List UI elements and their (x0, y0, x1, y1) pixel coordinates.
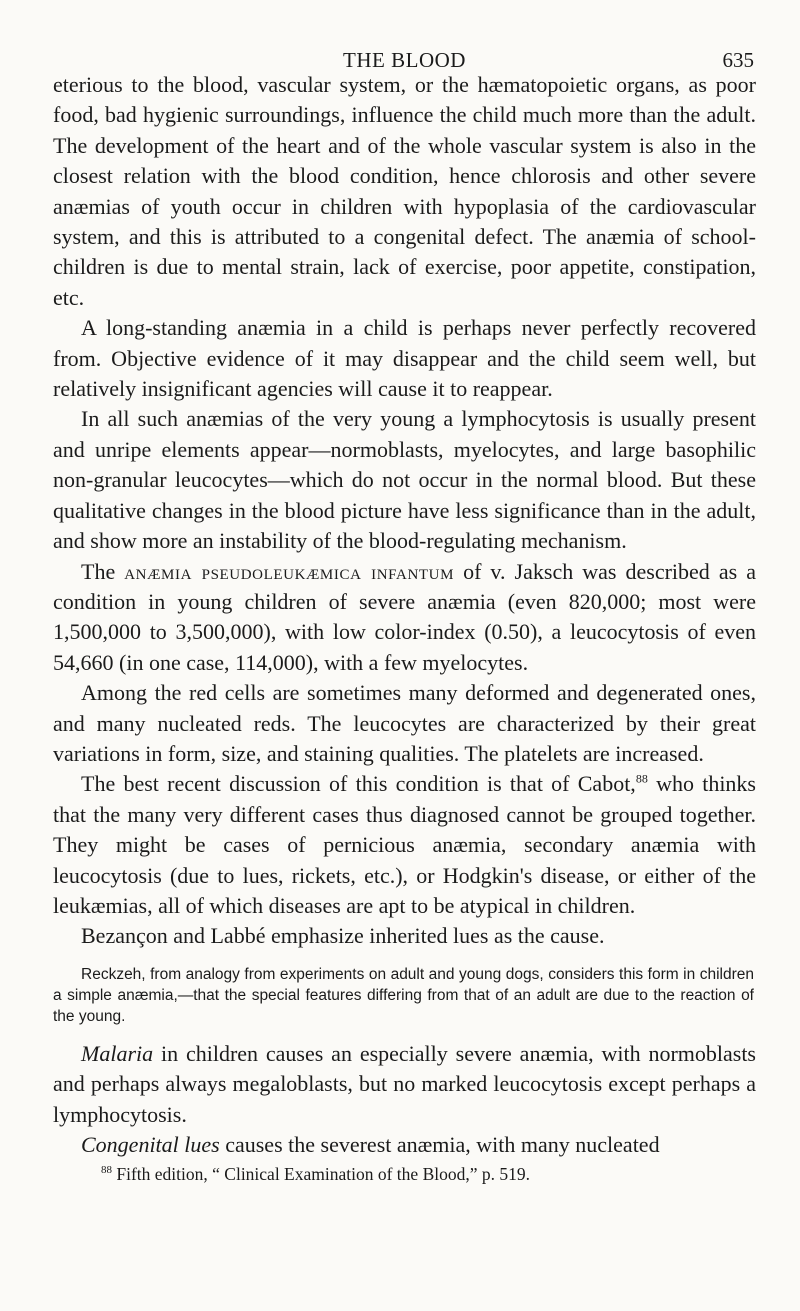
italic-term: Malaria (81, 1040, 154, 1066)
footnote-reference: 88 (635, 772, 648, 787)
paragraph-rest: causes the severest anæmia, with many nucleated (219, 1132, 660, 1157)
paragraph-red-cells: Among the red cells are sometimes many deformed and degenerated ones, and many nucleated reds. The leucocytes are characterized by their great variations in form, size, and staining qualities. The platelets are increased. (53, 680, 756, 766)
page-header (53, 18, 756, 70)
paragraph-malaria (53, 1039, 756, 1130)
small-print-note: Reckzeh, from analogy from experiments on adult and young dogs, considers this form in children a simple anæmia,—that the special features differing from that of an adult are due to the reaction of the young. (53, 965, 754, 1025)
running-head: THE BLOOD (343, 48, 466, 72)
italic-term: Congenital lues (81, 1132, 220, 1157)
paragraph-lead: The (81, 558, 125, 584)
paragraph-bezancon: Bezançon and Labbé emphasize inherited lues as the cause. (81, 923, 605, 949)
paragraph-lymphocytosis: In all such anæmias of the very young a lymphocytosis is usually present and unripe elements appear—normoblasts, myelocytes, and large basophilic non-granular leucocytes—which do not occur in the normal blood. But these qualitative changes in the blood picture have less significance than in the adult, and show more an instability of the blood-regulating mechanism. (53, 406, 756, 554)
paragraph-congenital-lues (53, 1130, 756, 1160)
paragraph-long-standing-anaemia: A long-standing anæmia in a child is perhaps never perfectly recovered from. Objective evidence of it may disappear and the child seem well, but relatively insignificant agencies will cause it to reappear. (53, 315, 756, 402)
paragraph-rest: who thinks that the many very different cases thus diagnosed cannot be grouped together. They might be cases of pernicious anæmia, secondary anæmia with leucocytosis (due to lues, rickets, etc.), or Hodgkin's disease, or either of the leukæmias, all of which diseases are apt to be atypical in children. (53, 771, 756, 918)
paragraph-lead: The best recent discussion of this condition is that of Cabot, (81, 771, 636, 797)
paragraph-cabot (53, 769, 756, 921)
paragraph-continued: eterious to the blood, vascular system, or the hæmatopoietic organs, as poor food, bad hygienic surroundings, influence the child much more than the adult. The development of the heart and of the whole vascular system is also in the closest relation with the blood condition, hence chlorosis and other severe anæmias of youth occur in children with hypoplasia of the cardiovascular system, and this is attributed to a congenital defect. The anæmia of school-children is due to mental strain, lack of exercise, poor appetite, constipation, etc. (53, 72, 756, 310)
page-number: 635 (722, 48, 754, 72)
disease-term: anæmia pseudoleukæmica infantum (124, 558, 455, 584)
footnote-text: Fifth edition, “ Clinical Examination of the Blood,” p. 519. (112, 1164, 530, 1185)
paragraph-jaksch (53, 557, 756, 679)
footnote-number: 88 (101, 1164, 112, 1177)
footnote (53, 1163, 756, 1185)
paragraph-rest: of v. Jaksch was described as a condition in young children of severe anæmia (even 820,000; most were 1,500,000 to 3,500,000), with low color-index (0.50), a leucocytosis of even 54,660 (in one case, 114,000), with a few myelocytes. (53, 558, 756, 675)
body-text (53, 70, 756, 1160)
paragraph-rest: in children causes an especially severe anæmia, with normoblasts and perhaps always megaloblasts, but no marked leucocytosis except perhaps a lymphocytosis. (53, 1040, 756, 1127)
